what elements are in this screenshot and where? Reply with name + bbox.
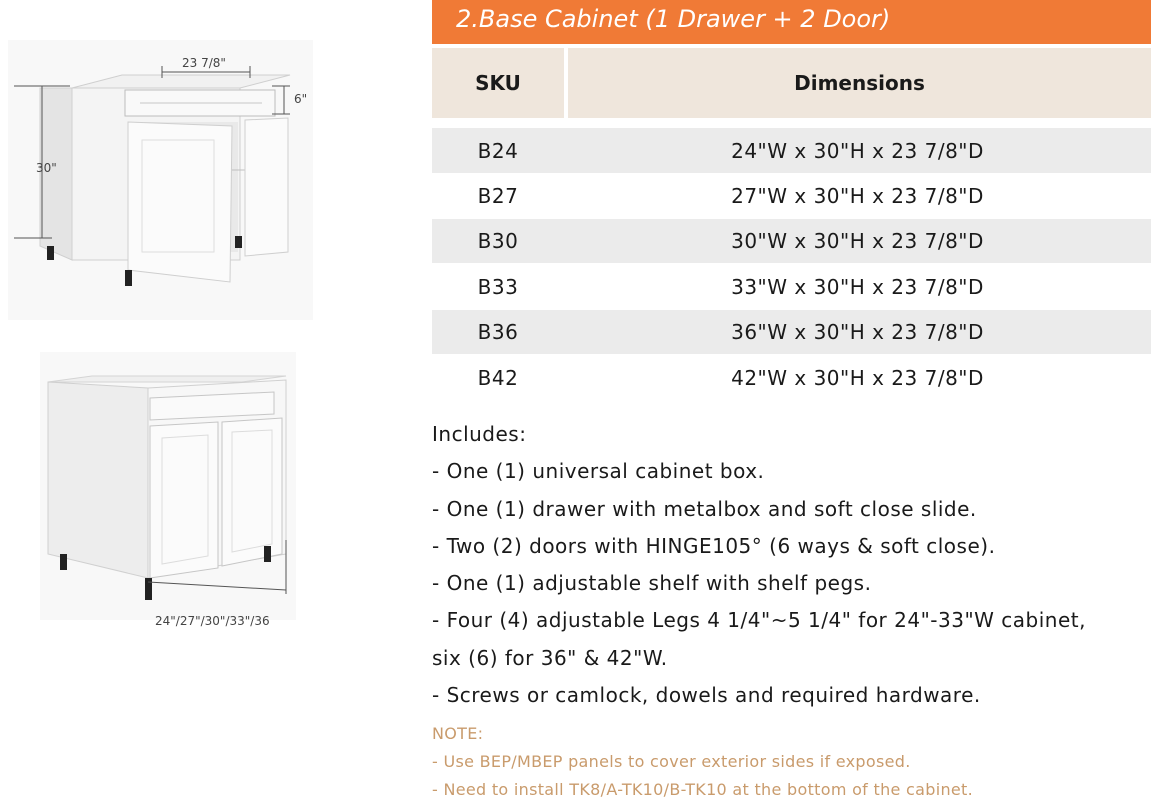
note-item: - Need to install TK8/A-TK10/B-TK10 at the bottom of the cabinet. bbox=[432, 780, 973, 799]
sku-table bbox=[432, 128, 1151, 402]
list-item: - One (1) adjustable shelf with shelf pegs. bbox=[432, 571, 872, 596]
list-item: - One (1) universal cabinet box. bbox=[432, 459, 765, 484]
sku-header: SKU bbox=[475, 71, 521, 95]
product-images bbox=[0, 0, 330, 805]
dimension-cell: 30"W x 30"H x 23 7/8"D bbox=[731, 229, 984, 253]
closed-cabinet-diagram bbox=[0, 340, 330, 630]
table-row bbox=[432, 354, 1151, 402]
drawer-height-label: 6" bbox=[294, 92, 308, 106]
sku-cell: B24 bbox=[477, 138, 519, 163]
sku-cell: B30 bbox=[477, 229, 519, 253]
list-item: - Four (4) adjustable Legs 4 1/4"~5 1/4" for 24"-33"W cabinet, bbox=[432, 608, 1086, 633]
dimension-cell: 42"W x 30"H x 23 7/8"D bbox=[731, 366, 984, 390]
note-section bbox=[432, 720, 1151, 804]
dimension-cell: 27"W x 30"H x 23 7/8"D bbox=[731, 184, 984, 208]
table-row bbox=[432, 310, 1151, 354]
list-item: - One (1) drawer with metalbox and soft close slide. bbox=[432, 496, 977, 521]
list-item: - Screws or camlock, dowels and required hardware. bbox=[432, 683, 981, 708]
includes-list bbox=[432, 416, 1151, 714]
note-item: - Use BEP/MBEP panels to cover exterior sides if exposed. bbox=[432, 752, 911, 771]
table-row bbox=[432, 219, 1151, 263]
table-row bbox=[432, 263, 1151, 310]
width-options-label: 24"/27"/30"/33"/36 bbox=[155, 614, 270, 628]
page-title: 2.Base Cabinet (1 Drawer + 2 Door) bbox=[432, 0, 1151, 44]
note-heading: NOTE: bbox=[432, 724, 484, 743]
sku-cell: B36 bbox=[477, 320, 519, 344]
dimension-cell: 36"W x 30"H x 23 7/8"D bbox=[731, 320, 984, 344]
table-row bbox=[432, 173, 1151, 219]
table-row bbox=[432, 128, 1151, 173]
height-label: 30" bbox=[36, 161, 57, 175]
sku-cell: B33 bbox=[477, 274, 519, 299]
list-item: - Two (2) doors with HINGE105° (6 ways & soft close). bbox=[432, 533, 996, 558]
dimension-cell: 24"W x 30"H x 23 7/8"D bbox=[731, 138, 984, 163]
sku-cell: B42 bbox=[477, 366, 519, 390]
depth-label: 23 7/8" bbox=[182, 56, 226, 70]
sku-cell: B27 bbox=[477, 184, 519, 208]
table-header bbox=[432, 48, 1151, 118]
dimension-cell: 33"W x 30"H x 23 7/8"D bbox=[731, 274, 984, 299]
list-item: six (6) for 36" & 42"W. bbox=[432, 645, 668, 670]
dimensions-header: Dimensions bbox=[794, 71, 925, 95]
includes-heading: Includes: bbox=[432, 422, 527, 446]
